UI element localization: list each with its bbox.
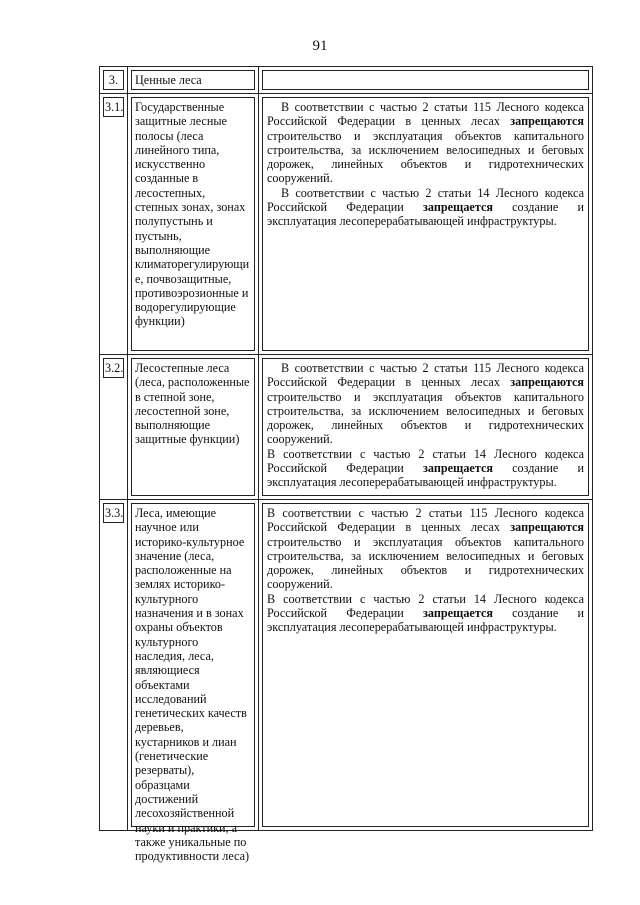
- regulation-text: [262, 97, 589, 351]
- regulation-text-span: В соответствии с частью 2 статьи 14 Лесного кодекса Российской Федерации: [267, 446, 584, 476]
- regulation-text-span: В соответствии с частью 2 статьи 14 Лесного кодекса Российской Федерации: [267, 185, 584, 215]
- prohibition-keyword: запрещается: [422, 200, 493, 215]
- section-title-cell: [128, 67, 259, 94]
- forest-category-name: Лесостепные леса (леса, расположенные в степной зоне, лесостепной зоне, выполняющие защитные функции): [131, 358, 255, 496]
- prohibition-keyword: запрещаются: [510, 114, 584, 129]
- regulation-text-span: строительство и эксплуатация объектов капитального строительства, за исключением велосипедных и беговых дорожек, линейных объектов и гидротехнических сооружений.: [267, 128, 584, 186]
- section-empty-cell: [259, 67, 593, 94]
- regulation-paragraph-1: [267, 361, 584, 447]
- regulation-text-span: В соответствии с частью 2 статьи 14 Лесного кодекса Российской Федерации: [267, 591, 584, 621]
- table-row: [100, 500, 593, 831]
- row-number-cell: [100, 355, 128, 500]
- regulation-text-span: создание и эксплуатация лесоперерабатывающей инфраструктуры.: [267, 200, 585, 229]
- regulation-text-span: В соответствии с частью 2 статьи 115 Лесного кодекса Российской Федерации в ценных лесах: [267, 361, 584, 390]
- regulation-text-span: создание и эксплуатация лесоперерабатывающей инфраструктуры.: [267, 461, 585, 490]
- table-row: [100, 355, 593, 500]
- page-number: 91: [312, 38, 328, 54]
- regulation-text-span: строительство и эксплуатация объектов капитального строительства, за исключением велосипедных и беговых дорожек, линейных объектов и гидротехнических сооружений.: [267, 389, 584, 447]
- section-empty-box: [262, 70, 589, 90]
- prohibition-keyword: запрещаются: [510, 520, 584, 535]
- section-number-cell: [100, 67, 128, 94]
- regulation-text-cell: [259, 94, 593, 355]
- section-number: 3.: [103, 70, 124, 90]
- regulation-paragraph-1: [267, 100, 584, 186]
- forest-category-cell: [128, 355, 259, 500]
- forest-category-name: Государственные защитные лесные полосы (леса линейного типа, искусственно созданные в лесостепных, степных зонах, зонах полупустынь и пустынь, выполняющие климаторегулирующи е, почвозащитные, противоэрозионные и водорегулирующие функции): [131, 97, 255, 351]
- prohibition-keyword: запрещается: [422, 461, 493, 476]
- regulation-text-span: строительство и эксплуатация объектов капитального строительства, за исключением велосипедных и беговых дорожек, линейных объектов и гидротехнических сооружений.: [267, 534, 584, 592]
- row-number-cell: [100, 500, 128, 831]
- regulation-paragraph-2: [267, 447, 584, 490]
- forest-category-cell: [128, 500, 259, 864]
- regulation-text-span: В соответствии с частью 2 статьи 115 Лесного кодекса Российской Федерации в ценных лесах: [267, 506, 584, 535]
- regulation-text-cell: [259, 500, 593, 831]
- forest-category-cell: [128, 94, 259, 355]
- table-row: [100, 94, 593, 355]
- regulation-paragraph-2: [267, 186, 584, 229]
- regulation-paragraph-1: [267, 506, 584, 592]
- forest-regulation-table: [99, 66, 593, 864]
- row-number: 3.2.: [103, 358, 124, 378]
- prohibition-keyword: запрещаются: [510, 375, 584, 390]
- section-title: Ценные леса: [131, 70, 255, 90]
- forest-category-name: Леса, имеющие научное или историко-культурное значение (леса, расположенные на землях историко-культурного назначения и в зонах охраны объектов культурного наследия, леса, являющиеся объектами исследований генетических качеств деревьев, кустарников и лиан (генетические резерваты), образцами достижений лесохозяйственной науки и практики, а также уникальные по продуктивности леса): [131, 503, 255, 827]
- regulation-text: [262, 503, 589, 827]
- row-number: 3.3.: [103, 503, 124, 523]
- regulation-text-cell: [259, 355, 593, 500]
- regulation-text-span: В соответствии с частью 2 статьи 115 Лесного кодекса Российской Федерации в ценных лесах: [267, 100, 584, 129]
- row-number: 3.1.: [103, 97, 124, 117]
- regulation-text: [262, 358, 589, 496]
- regulation-text-span: создание и эксплуатация лесоперерабатывающей инфраструктуры.: [267, 606, 585, 635]
- section-header-row: [100, 67, 593, 94]
- regulation-paragraph-2: [267, 592, 584, 635]
- row-number-cell: [100, 94, 128, 355]
- prohibition-keyword: запрещается: [422, 606, 493, 621]
